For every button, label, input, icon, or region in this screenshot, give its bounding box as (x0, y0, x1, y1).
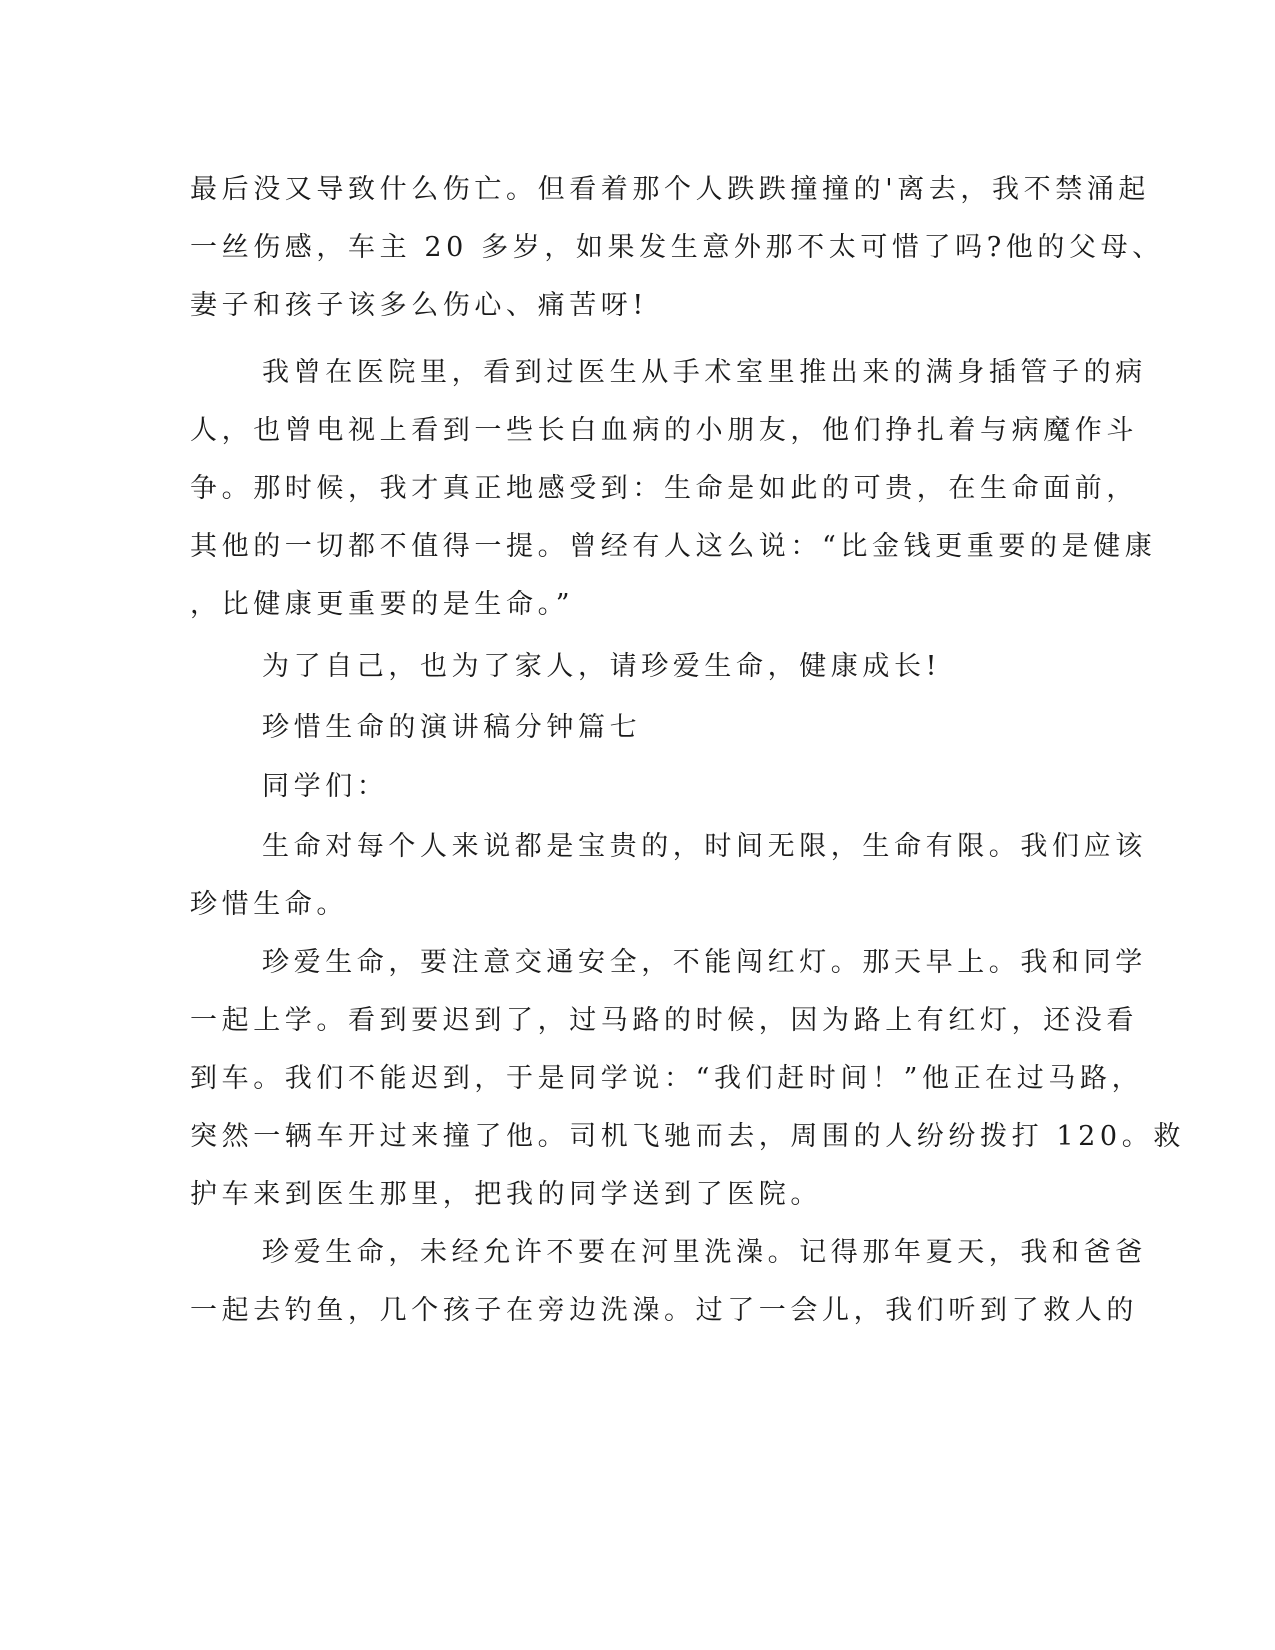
paragraph-start: 珍爱生命，未经允许不要在河里洗澡。记得那年夏天，我和爸爸 (262, 1237, 1147, 1268)
text-line: ，比健康更重要的是生命。” (190, 589, 575, 620)
text-line: 护车来到医生那里，把我的同学送到了医院。 (190, 1179, 822, 1210)
text-line: 争。那时候，我才真正地感受到：生命是如此的可贵，在生命面前， (190, 473, 1138, 504)
paragraph-start: 珍爱生命，要注意交通安全，不能闯红灯。那天早上。我和同学 (262, 947, 1147, 978)
salutation: 同学们： (262, 771, 389, 802)
paragraph-start: 为了自己，也为了家人，请珍爱生命，健康成长! (262, 651, 942, 682)
text-line: 一起去钓鱼，几个孩子在旁边洗澡。过了一会儿，我们听到了救人的 (190, 1295, 1138, 1326)
text-line: 人，也曾电视上看到一些长白血病的小朋友，他们挣扎着与病魔作斗 (190, 415, 1138, 446)
text-line: 其他的一切都不值得一提。曾经有人这么说：“比金钱更重要的是健康 (190, 531, 1157, 562)
text-line: 妻子和孩子该多么伤心、痛苦呀! (190, 290, 648, 321)
text-line: 突然一辆车开过来撞了他。司机飞驰而去，周围的人纷纷拨打 120。救 (190, 1121, 1185, 1152)
text-line: 一丝伤感，车主 20 多岁，如果发生意外那不太可惜了吗?他的父母、 (190, 232, 1164, 263)
text-line: 最后没又导致什么伤亡。但看着那个人跌跌撞撞的'离去，我不禁涌起 (190, 174, 1151, 205)
text-line: 到车。我们不能迟到，于是同学说：“我们赶时间！”他正在过马路， (190, 1063, 1144, 1094)
paragraph-start: 生命对每个人来说都是宝贵的，时间无限，生命有限。我们应该 (262, 831, 1147, 862)
text-line: 一起上学。看到要迟到了，过马路的时候，因为路上有红灯，还没看 (190, 1005, 1138, 1036)
text-line: 珍惜生命。 (190, 889, 348, 920)
paragraph-start: 我曾在医院里，看到过医生从手术室里推出来的满身插管子的病 (262, 357, 1147, 388)
section-heading: 珍惜生命的演讲稿分钟篇七 (262, 712, 642, 743)
